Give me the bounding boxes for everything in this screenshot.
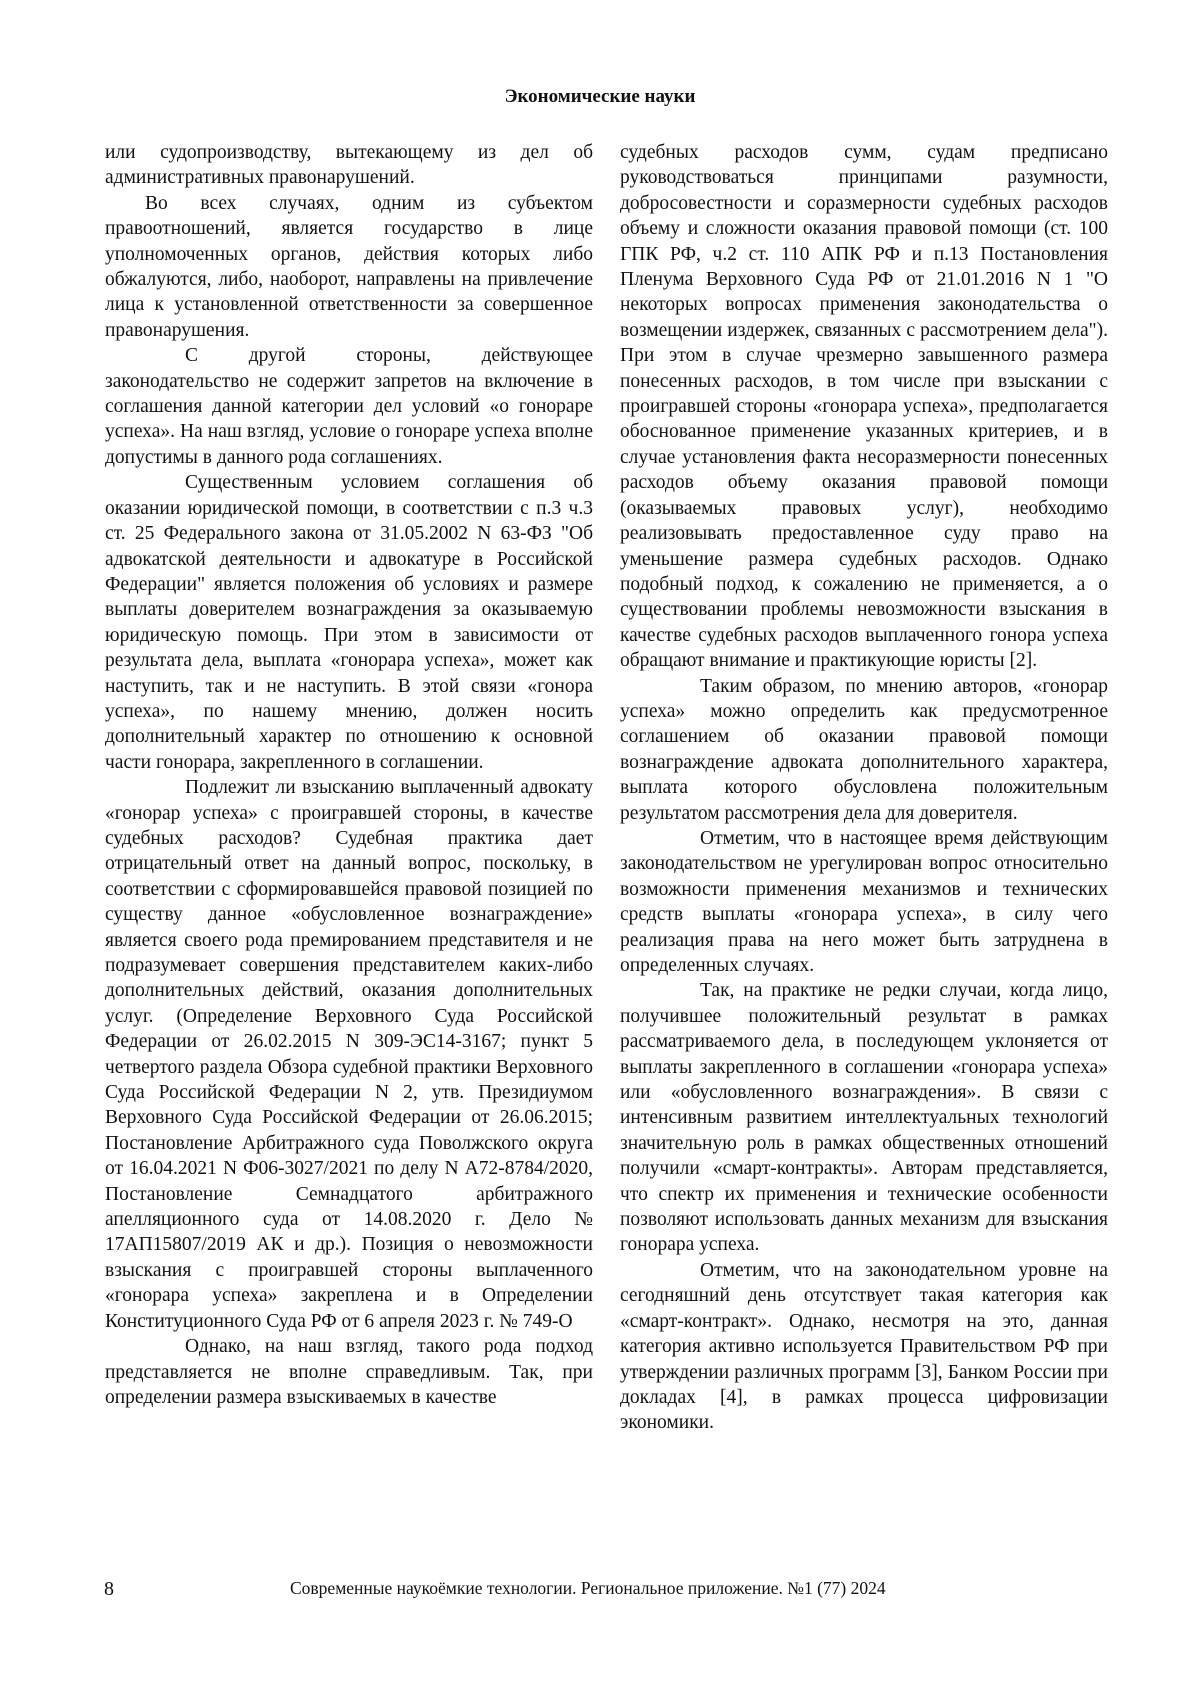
journal-title: Современные наукоёмкие технологии. Региональное приложение. №1 (77) 2024 — [290, 1578, 886, 1598]
paragraph: Отметим, что в настоящее время действующим законодательством не урегулирован вопрос относительно возможности применения механизмов и технических средств выплаты «гонорара успеха», в силу чего реализация права на него может быть затруднена в определенных случаях. — [620, 827, 1108, 976]
page-number: 8 — [104, 1578, 114, 1600]
right-column — [620, 140, 1108, 1436]
section-header: Экономические науки — [504, 86, 696, 107]
paragraph: Существенным условием соглашения об оказании юридической помощи, в соответствии с п.3 ч.3 ст. 25 Федерального закона от 31.05.2002 N 63-ФЗ "Об адвокатской деятельности и адвокатуре в Российской Федерации" является положения об условиях и размере выплаты доверителем вознаграждения за оказываемую юридическую помощь. При этом в зависимости от результата дела, выплата «гонорара успеха», может как наступить, так и не наступить. В этой связи «гонора успеха», по нашему мнению, должен носить дополнительный характер по отношению к основной части гонорара, закрепленного в соглашении. — [105, 472, 593, 773]
paragraph: Отметим, что на законодательном уровне на сегодняшний день отсутствует такая категория как «смарт-контракт». Однако, несмотря на это, данная категория активно используется Правительством РФ при утверждении различных программ [3], Банком России при докладах [4], в рамках процесса цифровизации экономики. — [620, 1259, 1108, 1434]
paragraph: Так, на практике не редки случаи, когда лицо, получившее положительный результат в рамках рассматриваемого дела, в последующем уклоняется от выплаты закрепленного в соглашении «гонорара успеха» или «обусловленного вознаграждения». В связи с интенсивным развитием интеллектуальных технологий значительную роль в рамках общественных отношений получили «смарт-контракты». Авторам представляется, что спектр их применения и технические особенности позволяют использовать данных механизм для взыскания гонорара успеха. — [620, 980, 1108, 1256]
left-column — [105, 140, 593, 1410]
paragraph: С другой стороны, действующее законодательство не содержит запретов на включение в соглашения данной категории дел условий «о гонораре успеха». На наш взгляд, условие о гонораре успеха вполне допустимы в данного рода соглашениях. — [105, 345, 593, 468]
paragraph: или судопроизводству, вытекающему из дел об административных правонарушений. — [105, 142, 593, 189]
paragraph: судебных расходов сумм, судам предписано руководствоваться принципами разумности, добросовестности и соразмерности судебных расходов объему и сложности оказания правовой помощи (ст. 100 ГПК РФ, ч.2 ст. 110 АПК РФ и п.13 Постановления Пленума Верховного Суда РФ от 21.01.2016 N 1 "О некоторых вопросах применения законодательства о возмещении издержек, связанных с рассмотрением дела"). При этом в случае чрезмерно завышенного размера понесенных расходов, в том числе при взыскании с проигравшей стороны «гонорара успеха», предполагается обоснованное применение указанных критериев, и в случае установления факта несоразмерности понесенных расходов объему оказания правовой помощи (оказываемых правовых услуг), необходимо реализовывать предоставленное суду право на уменьшение размера судебных расходов. Однако подобный подход, к сожалению не применяется, а о существовании проблемы невозможности взыскания в качестве судебных расходов выплаченного гонора успеха обращают внимание и практикующие юристы [2]. — [620, 142, 1108, 672]
paragraph: Таким образом, по мнению авторов, «гонорар успеха» можно определить как предусмотренное соглашением об оказании правовой помощи вознаграждение адвоката дополнительного характера, выплата которого обусловлена положительным результатом рассмотрения дела для доверителя. — [620, 675, 1108, 824]
paragraph: Подлежит ли взысканию выплаченный адвокату «гонорар успеха» с проигравшей стороны, в качестве судебных расходов? Судебная практика дает отрицательный ответ на данный вопрос, поскольку, в соответствии с сформировавшейся правовой позицией по существу данное «обусловленное вознаграждение» является своего рода премированием представителя и не подразумевает совершения представителем каких-либо дополнительных действий, оказания дополнительных услуг. (Определение Верховного Суда Российской Федерации от 26.02.2015 N 309-ЭС14-3167; пункт 5 четвертого раздела Обзора судебной практики Верховного Суда Российской Федерации N 2, утв. Президиумом Верховного Суда Российской Федерации от 26.06.2015; Постановление Арбитражного суда Поволжского округа от 16.04.2021 N Ф06-3027/2021 по делу N А72-8784/2020, Постановление Семнадцатого арбитражного апелляционного суда от 14.08.2020 г. Дело № 17АП15807/2019 АК и др.). Позиция о невозможности взыскания с проигравшей стороны выплаченного «гонорара успеха» закреплена и в Определении Конституционного Суда РФ от 6 апреля 2023 г. № 749-О — [105, 777, 593, 1332]
paragraph: Во всех случаях, одним из субъектом правоотношений, является государство в лице уполномоченных органов, действия которых либо обжалуются, либо, наоборот, направлены на привлечение лица к установленной ответственности за совершенное правонарушения. — [105, 192, 593, 341]
paragraph: Однако, на наш взгляд, такого рода подход представляется не вполне справедливым. Так, при определении размера взыскиваемых в качестве — [105, 1336, 593, 1408]
